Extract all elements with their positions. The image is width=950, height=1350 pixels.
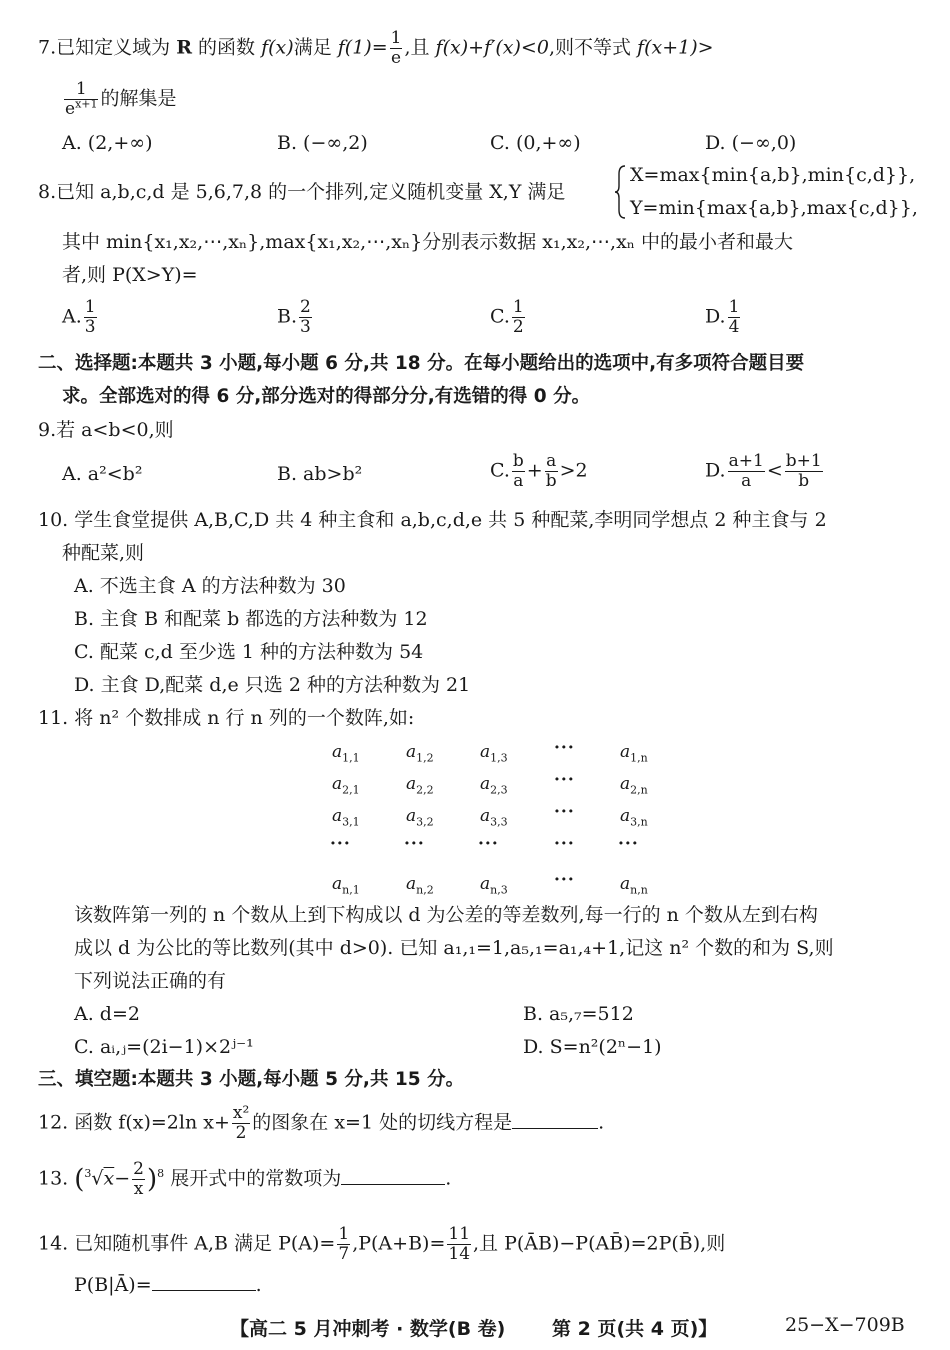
q13-root-index: 3 (84, 1167, 92, 1181)
matrix-cell (332, 742, 360, 765)
cell-var: a (620, 742, 631, 762)
cell-sub: 3,n (630, 815, 648, 829)
q11-line1: 11. 将 n² 个数排成 n 行 n 列的一个数阵,如: (38, 707, 415, 729)
matrix-cell (332, 774, 360, 797)
q9-option-a[interactable]: A. a²<b² (62, 463, 143, 485)
matrix-cell (480, 774, 508, 797)
q13-number: 13. (38, 1167, 69, 1190)
frac-num: 1 (338, 1224, 350, 1244)
matrix-cell (620, 874, 648, 897)
frac-a-b (545, 452, 558, 491)
frac-den: a (513, 471, 524, 491)
frac-num: 2 (300, 297, 311, 317)
frac-den: 7 (338, 1244, 350, 1264)
q7-text-b: 的函数 (198, 36, 256, 59)
matrix-cell (406, 774, 434, 797)
q7-f1: f(1)= (337, 36, 388, 59)
q14-line2-text: P(B|Ā)= (74, 1274, 152, 1296)
cell-var: a (406, 774, 417, 794)
q10-option-a[interactable]: A. 不选主食 A 的方法种数为 30 (74, 575, 346, 597)
cell-sub: n,1 (342, 883, 360, 897)
q7-bold-r: R (176, 36, 192, 59)
matrix-cell (332, 806, 360, 829)
q7-inequality: f(x+1)> (637, 36, 714, 59)
q10-line1: 10. 学生食堂提供 A,B,C,D 共 4 种主食和 a,b,c,d,e 共 5 种配菜,李明同学想点 2 种主食与 2 (38, 509, 827, 531)
q7-option-a[interactable]: A. (2,+∞) (62, 132, 153, 154)
frac-den: 3 (300, 317, 311, 337)
q9-option-c[interactable]: C. $\frac{b}{a}$ + $\frac{a}{b}$ >2 (490, 451, 588, 491)
matrix-ellipsis: ··· (554, 770, 575, 790)
option-frac (512, 298, 525, 337)
q9-option-d[interactable]: D. $\frac{a+1}{a}$ < $\frac{b+1}{b}$ (705, 451, 822, 491)
matrix-ellipsis: ··· (554, 834, 575, 854)
q10-line2: 种配菜,则 (62, 542, 145, 564)
matrix-cell (406, 806, 434, 829)
q13-frac (132, 1160, 145, 1199)
q7-option-d[interactable]: D. (−∞,0) (705, 132, 797, 154)
frac-a1-a (728, 452, 765, 491)
q7-frac-1-e (390, 29, 403, 68)
q13-end: . (445, 1167, 452, 1190)
q11-option-b[interactable]: B. a₅,₇=512 (523, 1003, 634, 1025)
frac-num: 11 (448, 1224, 471, 1244)
q14-mid: ,P(A+B)= (352, 1232, 446, 1255)
q7-frac-exp (64, 80, 98, 119)
frac-den: 14 (448, 1244, 471, 1264)
matrix-cell (480, 742, 508, 765)
option-frac (84, 298, 97, 337)
cell-var: a (332, 742, 343, 762)
footer-code: 25−X−709B (785, 1314, 905, 1336)
q7-option-b[interactable]: B. (−∞,2) (277, 132, 368, 154)
q13-line: 13. ($^3$√x− $\frac{2}{x}$ )$^8$ 展开式中的常数项为 . (38, 1159, 452, 1199)
q14-post: ,且 P(ĀB)−P(AB̄)=2P(B̄),则 (473, 1232, 726, 1255)
q9-stem-text: 若 a<b<0,则 (56, 419, 174, 441)
option-label: D. (705, 459, 726, 482)
q13-power: 8 (157, 1167, 165, 1181)
q8-number: 8. (38, 181, 57, 203)
frac-num: b+1 (785, 451, 822, 471)
cell-sub: n,n (630, 883, 648, 897)
q13-answer-blank[interactable] (341, 1164, 445, 1185)
q13-minus: − (114, 1167, 131, 1190)
cell-var: a (480, 774, 491, 794)
frac-num: 1 (84, 297, 96, 317)
cell-sub: 1,1 (342, 751, 360, 765)
q10-option-b[interactable]: B. 主食 B 和配菜 b 都选的方法种数为 12 (74, 608, 428, 630)
exp-power: x+1 (75, 97, 98, 111)
q10-option-c[interactable]: C. 配菜 c,d 至少选 1 种的方法种数为 54 (74, 641, 424, 663)
option-label: B. (277, 305, 298, 328)
cell-sub: n,3 (490, 883, 508, 897)
cell-var: a (332, 806, 343, 826)
option-label: D. (705, 305, 726, 328)
q9-number: 9. (38, 419, 57, 441)
option-frac (728, 298, 741, 337)
cell-var: a (406, 806, 417, 826)
q8-option-a[interactable] (62, 298, 99, 337)
matrix-cell (620, 742, 648, 765)
matrix-ellipsis: ··· (330, 834, 351, 854)
cell-sub: 1,2 (416, 751, 434, 765)
option-label: C. (490, 459, 510, 482)
q7-text-end: 的解集是 (100, 87, 177, 110)
matrix-cell (332, 874, 360, 897)
q7-fx: f(x) (261, 36, 294, 59)
frac-den: b (545, 471, 557, 491)
q12-end: . (598, 1111, 605, 1134)
cell-var: a (620, 874, 631, 894)
cell-var: a (480, 874, 491, 894)
frac-b1-b (785, 452, 823, 491)
cell-var: a (620, 806, 631, 826)
matrix-ellipsis: ··· (618, 834, 639, 854)
frac-den: 2 (235, 1123, 247, 1143)
cell-sub: 1,n (630, 751, 648, 765)
q7-manzu: 满足 (293, 36, 332, 59)
frac-num: a (546, 451, 557, 471)
exp-base: e (65, 99, 76, 119)
frac-den: a (741, 471, 752, 491)
frac-num: x² (232, 1103, 250, 1123)
frac-den: x (133, 1179, 144, 1199)
footer-page: 第 2 页(共 4 页)】 (552, 1318, 718, 1340)
cell-var: a (620, 774, 631, 794)
cell-var: a (406, 874, 417, 894)
footer-title: 【高二 5 月冲刺考 · 数学(B 卷) (230, 1318, 506, 1340)
matrix-ellipsis: ··· (554, 738, 575, 758)
q12-frac (232, 1104, 250, 1143)
section2-heading-line2: 求。全部选对的得 6 分,部分选对的得部分分,有选错的得 0 分。 (62, 386, 591, 407)
option-tail: >2 (559, 459, 588, 482)
q7-condition: f(x)+f′(x)<0 (435, 36, 549, 59)
matrix-cell (406, 742, 434, 765)
q8-brace-icon (615, 164, 627, 220)
cell-sub: 3,1 (342, 815, 360, 829)
q13-paren-close: ) (147, 1164, 158, 1195)
q9-option-b[interactable]: B. ab>b² (277, 463, 363, 485)
q12-post: 的图象在 x=1 处的切线方程是 (252, 1111, 513, 1134)
q8-option-b[interactable] (277, 298, 314, 337)
frac-den: b (798, 471, 810, 491)
q8-option-d[interactable] (705, 298, 742, 337)
q12-line (38, 1104, 604, 1143)
matrix-ellipsis: ··· (478, 834, 499, 854)
cell-var: a (332, 874, 343, 894)
q8-text-1: 已知 a,b,c,d 是 5,6,7,8 的一个排列,定义随机变量 X,Y 满足 (56, 181, 566, 203)
q8-system-y: Y=min{max{a,b},max{c,d}}, (630, 197, 918, 219)
frac-den: 4 (728, 317, 740, 337)
matrix-cell (620, 774, 648, 797)
q14-line2 (74, 1270, 262, 1297)
q8-line1 (38, 180, 565, 204)
q14-pre: 14. 已知随机事件 A,B 满足 P(A)= (38, 1232, 336, 1255)
frac-num: a+1 (728, 451, 764, 471)
cell-sub: 3,3 (490, 815, 508, 829)
q13-paren-open: ( (74, 1164, 85, 1195)
frac-num: b (512, 451, 524, 471)
frac-num: 2 (133, 1159, 144, 1179)
q8-line2: 其中 min{x₁,x₂,⋯,xₙ},max{x₁,x₂,⋯,xₙ}分别表示数据 x₁,x₂,⋯,xₙ 中的最小者和最大 (62, 231, 794, 253)
q11-option-a[interactable]: A. d=2 (74, 1003, 140, 1025)
q7-number: 7. (38, 36, 57, 59)
root-var: x (103, 1167, 115, 1190)
cell-sub: 1,3 (490, 751, 508, 765)
frac-num: 1 (64, 80, 98, 100)
cell-sub: 2,1 (342, 783, 360, 797)
frac-b-a (512, 452, 525, 491)
cell-sub: 3,2 (416, 815, 434, 829)
q14-end: . (255, 1274, 262, 1296)
matrix-ellipsis: ··· (404, 834, 425, 854)
frac-num: 1 (728, 297, 740, 317)
frac-den: e (391, 48, 402, 68)
frac-num: 1 (512, 297, 524, 317)
q12-pre: 12. 函数 f(x)=2ln x+ (38, 1111, 230, 1134)
frac-den (64, 97, 98, 119)
matrix-cell (480, 806, 508, 829)
q14-line1 (38, 1225, 725, 1264)
cell-sub: 2,3 (490, 783, 508, 797)
q7-text-c: ,且 (404, 36, 430, 59)
matrix-cell (620, 806, 648, 829)
q11-line2: 该数阵第一列的 n 个数从上到下构成以 d 为公差的等差数列,每一行的 n 个数从左到右构 (74, 904, 818, 926)
cell-var: a (480, 742, 491, 762)
cell-var: a (480, 806, 491, 826)
q7-line2 (62, 80, 177, 119)
option-label: C. (490, 305, 510, 328)
cell-sub: 2,2 (416, 783, 434, 797)
cell-var: a (332, 774, 343, 794)
q14-frac-1-7 (337, 1225, 350, 1264)
q8-system-x: X=max{min{a,b},min{c,d}}, (630, 164, 916, 186)
q8-line3: 者,则 P(X>Y)= (62, 264, 198, 286)
cell-sub: 2,n (630, 783, 648, 797)
matrix-cell (406, 874, 434, 897)
q10-option-d[interactable]: D. 主食 D,配菜 d,e 只选 2 种的方法种数为 21 (74, 674, 471, 696)
option-frac (299, 298, 312, 337)
q11-line4: 下列说法正确的有 (74, 970, 227, 992)
q11-option-d[interactable]: D. S=n²(2ⁿ−1) (523, 1036, 662, 1058)
q7-text-d: ,则不等式 (548, 36, 631, 59)
option-label: A. (62, 305, 82, 328)
q11-line3: 成以 d 为公比的等比数列(其中 d>0). 已知 a₁,₁=1,a₅,₁=a₁,₄+1,记这 n² 个数的和为 S,则 (74, 937, 834, 959)
q8-option-c[interactable] (490, 298, 527, 337)
q7-option-c[interactable]: C. (0,+∞) (490, 132, 581, 154)
q11-option-c[interactable]: C. aᵢ,ⱼ=(2i−1)×2ʲ⁻¹ (74, 1036, 254, 1058)
q13-post: 展开式中的常数项为 (170, 1167, 342, 1190)
frac-den: 3 (84, 317, 96, 337)
section3-heading: 三、填空题:本题共 3 小题,每小题 5 分,共 15 分。 (38, 1069, 465, 1090)
matrix-ellipsis: ··· (554, 802, 575, 822)
frac-den: 2 (512, 317, 524, 337)
q7-text-a: 已知定义域为 (56, 36, 171, 59)
q14-answer-blank[interactable] (152, 1270, 256, 1291)
q14-frac-11-14 (447, 1225, 471, 1264)
matrix-ellipsis: ··· (554, 870, 575, 890)
matrix-cell (480, 874, 508, 897)
q13-root-body (104, 1168, 115, 1190)
cell-sub: n,2 (416, 883, 434, 897)
q12-answer-blank[interactable] (512, 1108, 598, 1129)
frac-num: 1 (390, 28, 402, 48)
q9-stem (38, 418, 174, 442)
section2-heading-line1: 二、选择题:本题共 3 小题,每小题 6 分,共 18 分。在每小题给出的选项中,有多项符合题目要 (38, 353, 805, 374)
cell-var: a (406, 742, 417, 762)
q7-line1 (38, 29, 714, 68)
